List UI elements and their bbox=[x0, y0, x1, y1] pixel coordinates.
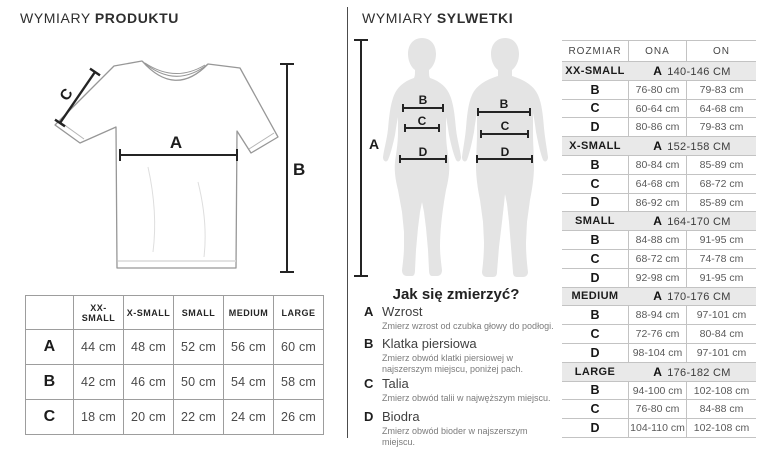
body-section-title bbox=[362, 10, 513, 26]
cell: 20 cm bbox=[124, 400, 174, 435]
tee-label-a: A bbox=[169, 133, 183, 152]
measure-item-waist bbox=[364, 376, 552, 404]
cell-ona: 80-84 cm bbox=[628, 156, 686, 174]
cell-ona: 98-104 cm bbox=[628, 344, 686, 362]
height-letter: A bbox=[653, 214, 663, 229]
cell-on: 85-89 cm bbox=[686, 156, 756, 174]
cell: 44 cm bbox=[74, 330, 124, 365]
male-label-c: C bbox=[500, 119, 510, 133]
table-row bbox=[562, 344, 756, 363]
cell-on: 80-84 cm bbox=[686, 325, 756, 343]
cell: 46 cm bbox=[124, 365, 174, 400]
cell: 60 cm bbox=[274, 330, 324, 365]
table-row bbox=[26, 365, 324, 400]
cell: 52 cm bbox=[174, 330, 224, 365]
height-range bbox=[628, 139, 756, 153]
measure-name: Klatka piersiowa bbox=[382, 336, 477, 351]
col-header: LARGE bbox=[274, 296, 324, 330]
height-letter: A bbox=[653, 63, 663, 78]
cell-ona: 92-98 cm bbox=[628, 269, 686, 287]
body-title-bold: SYLWETKI bbox=[436, 10, 514, 26]
male-label-d: D bbox=[500, 145, 510, 159]
section-divider bbox=[347, 7, 348, 438]
cell-on: 91-95 cm bbox=[686, 269, 756, 287]
male-label-b: B bbox=[499, 97, 509, 111]
cell-ona: 72-76 cm bbox=[628, 325, 686, 343]
row-label: B bbox=[590, 82, 600, 97]
row-label: B bbox=[26, 365, 74, 400]
size-name: XX-SMALL bbox=[565, 64, 625, 77]
header-rozmiar: ROZMIAR bbox=[568, 45, 622, 57]
height-letter: A bbox=[653, 139, 663, 154]
cell-on: 91-95 cm bbox=[686, 231, 756, 249]
cell-ona: 80-86 cm bbox=[628, 118, 686, 136]
table-row bbox=[562, 325, 756, 344]
cell: 24 cm bbox=[224, 400, 274, 435]
measure-item-hips bbox=[364, 409, 552, 447]
table-row bbox=[562, 231, 756, 250]
body-size-table bbox=[562, 40, 756, 438]
row-label: D bbox=[590, 120, 600, 135]
cell-ona: 94-100 cm bbox=[628, 382, 686, 400]
tshirt-diagram bbox=[30, 52, 310, 278]
table-row bbox=[562, 382, 756, 401]
cell-on: 97-101 cm bbox=[686, 344, 756, 362]
female-label-b: B bbox=[418, 93, 428, 107]
measure-letter: B bbox=[364, 336, 374, 351]
cell-on: 102-108 cm bbox=[686, 382, 756, 400]
size-group-row bbox=[562, 212, 756, 231]
product-size-table bbox=[25, 295, 324, 435]
cell-ona: 60-64 cm bbox=[628, 100, 686, 118]
measure-letter: A bbox=[364, 304, 374, 319]
body-title-regular: WYMIARY bbox=[362, 10, 433, 26]
table-header-row bbox=[26, 296, 324, 330]
cell-on: 97-101 cm bbox=[686, 306, 756, 324]
row-label: B bbox=[590, 157, 600, 172]
row-label: A bbox=[26, 330, 74, 365]
size-name: MEDIUM bbox=[571, 290, 619, 303]
corner-cell bbox=[26, 296, 74, 330]
product-title-bold: PRODUKTU bbox=[94, 10, 179, 26]
row-label: C bbox=[590, 327, 600, 342]
product-section-title bbox=[20, 10, 179, 26]
silhouette-label-a: A bbox=[369, 136, 380, 152]
table-row bbox=[562, 269, 756, 288]
table-row bbox=[26, 400, 324, 435]
table-row bbox=[562, 175, 756, 194]
measure-desc: Zmierz obwód bioder w najszerszym miejscu. bbox=[382, 426, 528, 447]
height-letter: A bbox=[653, 289, 663, 304]
row-label: C bbox=[590, 101, 600, 116]
cell-on: 74-78 cm bbox=[686, 250, 756, 268]
cell: 18 cm bbox=[74, 400, 124, 435]
cell-on: 79-83 cm bbox=[686, 118, 756, 136]
table-row bbox=[26, 330, 324, 365]
tee-label-c: C bbox=[56, 85, 77, 104]
row-label: C bbox=[26, 400, 74, 435]
cell-on: 68-72 cm bbox=[686, 175, 756, 193]
cell-on: 79-83 cm bbox=[686, 81, 756, 99]
height-range bbox=[628, 289, 756, 303]
table-row bbox=[562, 118, 756, 137]
measure-name: Biodra bbox=[382, 409, 420, 424]
measure-desc: Zmierz obwód talii w najwęższym miejscu. bbox=[382, 393, 551, 403]
measure-name: Wzrost bbox=[382, 304, 423, 319]
height-value: 164-170 CM bbox=[667, 216, 731, 229]
size-group-row bbox=[562, 137, 756, 156]
cell: 54 cm bbox=[224, 365, 274, 400]
header-ona: ONA bbox=[628, 41, 686, 61]
size-group-row bbox=[562, 288, 756, 307]
how-to-measure-title: Jak się zmierzyć? bbox=[392, 286, 520, 303]
product-title-regular: WYMIARY bbox=[20, 10, 91, 26]
cell-ona: 86-92 cm bbox=[628, 194, 686, 212]
measure-line-b bbox=[280, 64, 294, 272]
row-label: D bbox=[590, 421, 600, 436]
measure-desc: Zmierz wzrost od czubka głowy do podłogi. bbox=[382, 321, 554, 331]
height-value: 170-176 CM bbox=[667, 291, 731, 304]
measure-desc: Zmierz obwód klatki piersiowej w najszerszym miejscu, poniżej pach. bbox=[382, 353, 524, 374]
size-name: LARGE bbox=[574, 365, 616, 378]
height-letter: A bbox=[653, 364, 663, 379]
row-label: D bbox=[590, 270, 600, 285]
measure-letter: D bbox=[364, 409, 374, 424]
height-value: 140-146 CM bbox=[667, 65, 731, 78]
height-value: 176-182 CM bbox=[667, 366, 731, 379]
table-row bbox=[562, 419, 756, 438]
cell-ona: 84-88 cm bbox=[628, 231, 686, 249]
cell-ona: 76-80 cm bbox=[628, 81, 686, 99]
row-label: B bbox=[590, 233, 600, 248]
cell-ona: 104-110 cm bbox=[628, 419, 686, 437]
row-label: D bbox=[590, 195, 600, 210]
col-header: MEDIUM bbox=[224, 296, 274, 330]
table-row bbox=[562, 81, 756, 100]
height-range bbox=[628, 214, 756, 228]
row-label: C bbox=[590, 251, 600, 266]
height-range bbox=[628, 64, 756, 78]
col-header: XX-SMALL bbox=[74, 296, 124, 330]
cell-on: 84-88 cm bbox=[686, 400, 756, 418]
table-row bbox=[562, 194, 756, 213]
cell: 50 cm bbox=[174, 365, 224, 400]
female-label-c: C bbox=[417, 114, 427, 128]
header-on: ON bbox=[686, 41, 756, 61]
body-silhouettes-diagram bbox=[350, 32, 560, 282]
cell: 22 cm bbox=[174, 400, 224, 435]
row-label: D bbox=[590, 345, 600, 360]
row-label: B bbox=[590, 308, 600, 323]
cell: 42 cm bbox=[74, 365, 124, 400]
size-name: X-SMALL bbox=[569, 140, 621, 153]
table-row bbox=[562, 100, 756, 119]
size-group-row bbox=[562, 363, 756, 382]
female-label-d: D bbox=[418, 145, 428, 159]
col-header: SMALL bbox=[174, 296, 224, 330]
row-label: B bbox=[590, 383, 600, 398]
tshirt-body-outline bbox=[55, 61, 278, 268]
cell-on: 85-89 cm bbox=[686, 194, 756, 212]
table-row bbox=[562, 156, 756, 175]
cell: 26 cm bbox=[274, 400, 324, 435]
tee-label-b: B bbox=[293, 160, 306, 179]
cell-ona: 64-68 cm bbox=[628, 175, 686, 193]
height-value: 152-158 CM bbox=[667, 141, 731, 154]
size-name: SMALL bbox=[575, 215, 615, 228]
measure-item-height bbox=[364, 304, 552, 332]
col-header: X-SMALL bbox=[124, 296, 174, 330]
cell-on: 64-68 cm bbox=[686, 100, 756, 118]
measure-item-chest bbox=[364, 336, 552, 374]
cell-ona: 88-94 cm bbox=[628, 306, 686, 324]
table-row bbox=[562, 306, 756, 325]
measure-line-height-a bbox=[354, 40, 368, 276]
cell-ona: 68-72 cm bbox=[628, 250, 686, 268]
table-row bbox=[562, 250, 756, 269]
row-label: C bbox=[590, 402, 600, 417]
cell-ona: 76-80 cm bbox=[628, 400, 686, 418]
cell: 56 cm bbox=[224, 330, 274, 365]
measure-letter: C bbox=[364, 376, 374, 391]
size-table-header bbox=[562, 40, 756, 62]
cell: 58 cm bbox=[274, 365, 324, 400]
size-group-row bbox=[562, 62, 756, 81]
cell: 48 cm bbox=[124, 330, 174, 365]
measure-name: Talia bbox=[382, 376, 409, 391]
table-row bbox=[562, 400, 756, 419]
cell-on: 102-108 cm bbox=[686, 419, 756, 437]
height-range bbox=[628, 365, 756, 379]
row-label: C bbox=[590, 176, 600, 191]
